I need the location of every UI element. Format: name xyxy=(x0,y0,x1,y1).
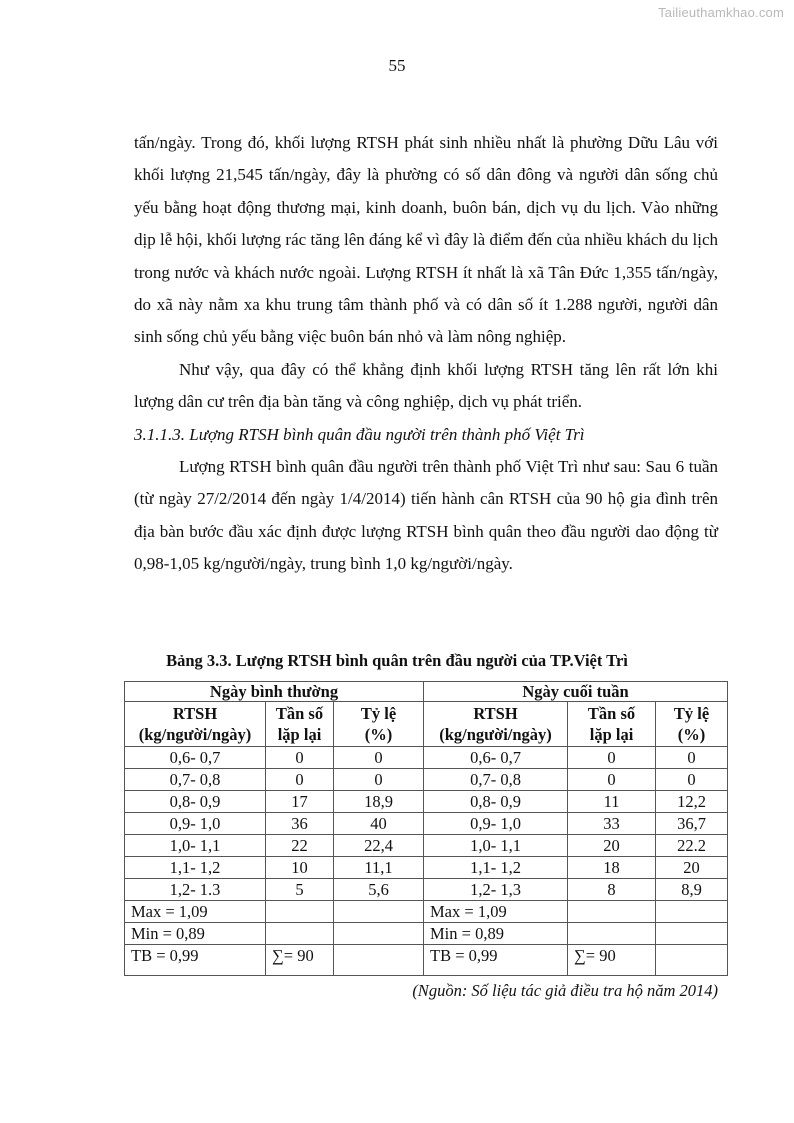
cell-frequency: 0 xyxy=(266,747,334,769)
table-row xyxy=(125,791,728,813)
cell-range: 1,1- 1,2 xyxy=(424,857,568,879)
cell-rate: 11,1 xyxy=(334,857,424,879)
stats-row-max xyxy=(125,901,728,923)
col-header-rate: Tỷ lệ (%) xyxy=(656,702,728,747)
cell-frequency: 0 xyxy=(568,769,656,791)
cell-range: 0,6- 0,7 xyxy=(424,747,568,769)
cell-max: Max = 1,09 xyxy=(125,901,266,923)
paragraph-per-capita: Lượng RTSH bình quân đầu người trên thành phố Việt Trì như sau: Sau 6 tuần (từ ngày 27/2/2014 đến ngày 1/4/2014) tiến hành cân RTSH của 90 hộ gia đình trên địa bàn bước đầu xác định được lượng RTSH bình quân theo đầu người dao động từ 0,98-1,05 kg/người/ngày, trung bình 1,0 kg/người/ngày. xyxy=(134,457,718,574)
stats-row-average xyxy=(125,945,728,976)
cell-min: Min = 0,89 xyxy=(125,923,266,945)
cell-empty xyxy=(656,901,728,923)
cell-range: 0,6- 0,7 xyxy=(125,747,266,769)
cell-rate: 0 xyxy=(334,769,424,791)
table-row xyxy=(125,747,728,769)
cell-frequency: 17 xyxy=(266,791,334,813)
stats-row-min xyxy=(125,923,728,945)
col-header-rtsh: RTSH (kg/người/ngày) xyxy=(424,702,568,747)
cell-rate: 36,7 xyxy=(656,813,728,835)
cell-frequency: 18 xyxy=(568,857,656,879)
cell-sum: ∑= 90 xyxy=(568,945,656,976)
table-row xyxy=(125,879,728,901)
table-row xyxy=(125,813,728,835)
cell-range: 0,7- 0,8 xyxy=(424,769,568,791)
cell-empty xyxy=(266,923,334,945)
cell-range: 0,7- 0,8 xyxy=(125,769,266,791)
cell-empty xyxy=(568,923,656,945)
cell-frequency: 0 xyxy=(568,747,656,769)
cell-rate: 22,4 xyxy=(334,835,424,857)
cell-rate: 12,2 xyxy=(656,791,728,813)
col-header-rtsh: RTSH (kg/người/ngày) xyxy=(125,702,266,747)
cell-empty xyxy=(568,901,656,923)
paragraph-conclusion: Như vậy, qua đây có thể khẳng định khối lượng RTSH tăng lên rất lớn khi lượng dân cư trên địa bàn tăng và công nghiệp, dịch vụ phát triển. xyxy=(134,359,718,412)
cell-range: 1,2- 1.3 xyxy=(125,879,266,901)
rtsh-per-capita-table xyxy=(124,681,728,976)
cell-min: Min = 0,89 xyxy=(424,923,568,945)
cell-rate: 0 xyxy=(656,747,728,769)
cell-frequency: 5 xyxy=(266,879,334,901)
cell-rate: 18,9 xyxy=(334,791,424,813)
page-number: 55 xyxy=(388,56,406,75)
cell-average: TB = 0,99 xyxy=(125,945,266,976)
cell-empty xyxy=(334,945,424,976)
cell-empty xyxy=(656,945,728,976)
group-weekend: Ngày cuối tuần xyxy=(424,682,728,702)
paragraph-rtsh-wards: tấn/ngày. Trong đó, khối lượng RTSH phát sinh nhiều nhất là phường Dữu Lâu với khối lượng 21,545 tấn/ngày, đây là phường có số dân đông và người dân sống chủ yếu bằng hoạt động thương mại, kinh doanh, buôn bán, dịch vụ du lịch. Vào những dịp lễ hội, khối lượng rác tăng lên đáng kể vì đây là điểm đến của nhiều khách du lịch trong nước và khách nước ngoài. Lượng RTSH ít nhất là xã Tân Đức 1,355 tấn/ngày, do xã này nằm xa khu trung tâm thành phố và có dân số ít 1.288 người, người dân sinh sống chủ yếu bằng việc buôn bán nhỏ và làm nông nghiệp. xyxy=(134,133,718,347)
cell-range: 0,9- 1,0 xyxy=(125,813,266,835)
table-row xyxy=(125,835,728,857)
group-header-row xyxy=(125,682,728,702)
cell-frequency: 20 xyxy=(568,835,656,857)
cell-rate: 22.2 xyxy=(656,835,728,857)
cell-frequency: 10 xyxy=(266,857,334,879)
cell-max: Max = 1,09 xyxy=(424,901,568,923)
cell-empty xyxy=(334,901,424,923)
table-source-note: (Nguồn: Số liệu tác giả điều tra hộ năm 2014) xyxy=(412,981,718,1000)
cell-range: 1,0- 1,1 xyxy=(125,835,266,857)
cell-rate: 20 xyxy=(656,857,728,879)
cell-range: 1,0- 1,1 xyxy=(424,835,568,857)
cell-frequency: 0 xyxy=(266,769,334,791)
cell-empty xyxy=(266,901,334,923)
cell-frequency: 33 xyxy=(568,813,656,835)
text-block-1 xyxy=(134,127,718,581)
col-header-frequency: Tần số lặp lại xyxy=(568,702,656,747)
cell-rate: 5,6 xyxy=(334,879,424,901)
cell-sum: ∑= 90 xyxy=(266,945,334,976)
cell-range: 1,2- 1,3 xyxy=(424,879,568,901)
column-header-row xyxy=(125,702,728,747)
cell-empty xyxy=(656,923,728,945)
watermark: Tailieuthamkhao.com xyxy=(658,5,784,20)
col-header-frequency: Tần số lặp lại xyxy=(266,702,334,747)
cell-range: 0,8- 0,9 xyxy=(424,791,568,813)
cell-range: 0,9- 1,0 xyxy=(424,813,568,835)
table-title: Bảng 3.3. Lượng RTSH bình quân trên đầu người của TP.Việt Trì xyxy=(166,651,628,670)
cell-range: 1,1- 1,2 xyxy=(125,857,266,879)
cell-range: 0,8- 0,9 xyxy=(125,791,266,813)
cell-rate: 8,9 xyxy=(656,879,728,901)
col-header-rate: Tỷ lệ (%) xyxy=(334,702,424,747)
cell-rate: 0 xyxy=(656,769,728,791)
group-normal-day: Ngày bình thường xyxy=(125,682,424,702)
section-heading: 3.1.1.3. Lượng RTSH bình quân đầu người trên thành phố Việt Trì xyxy=(134,424,585,444)
cell-rate: 0 xyxy=(334,747,424,769)
cell-frequency: 36 xyxy=(266,813,334,835)
cell-frequency: 22 xyxy=(266,835,334,857)
cell-average: TB = 0,99 xyxy=(424,945,568,976)
table-row xyxy=(125,769,728,791)
cell-frequency: 8 xyxy=(568,879,656,901)
cell-rate: 40 xyxy=(334,813,424,835)
cell-empty xyxy=(334,923,424,945)
cell-frequency: 11 xyxy=(568,791,656,813)
table-row xyxy=(125,857,728,879)
